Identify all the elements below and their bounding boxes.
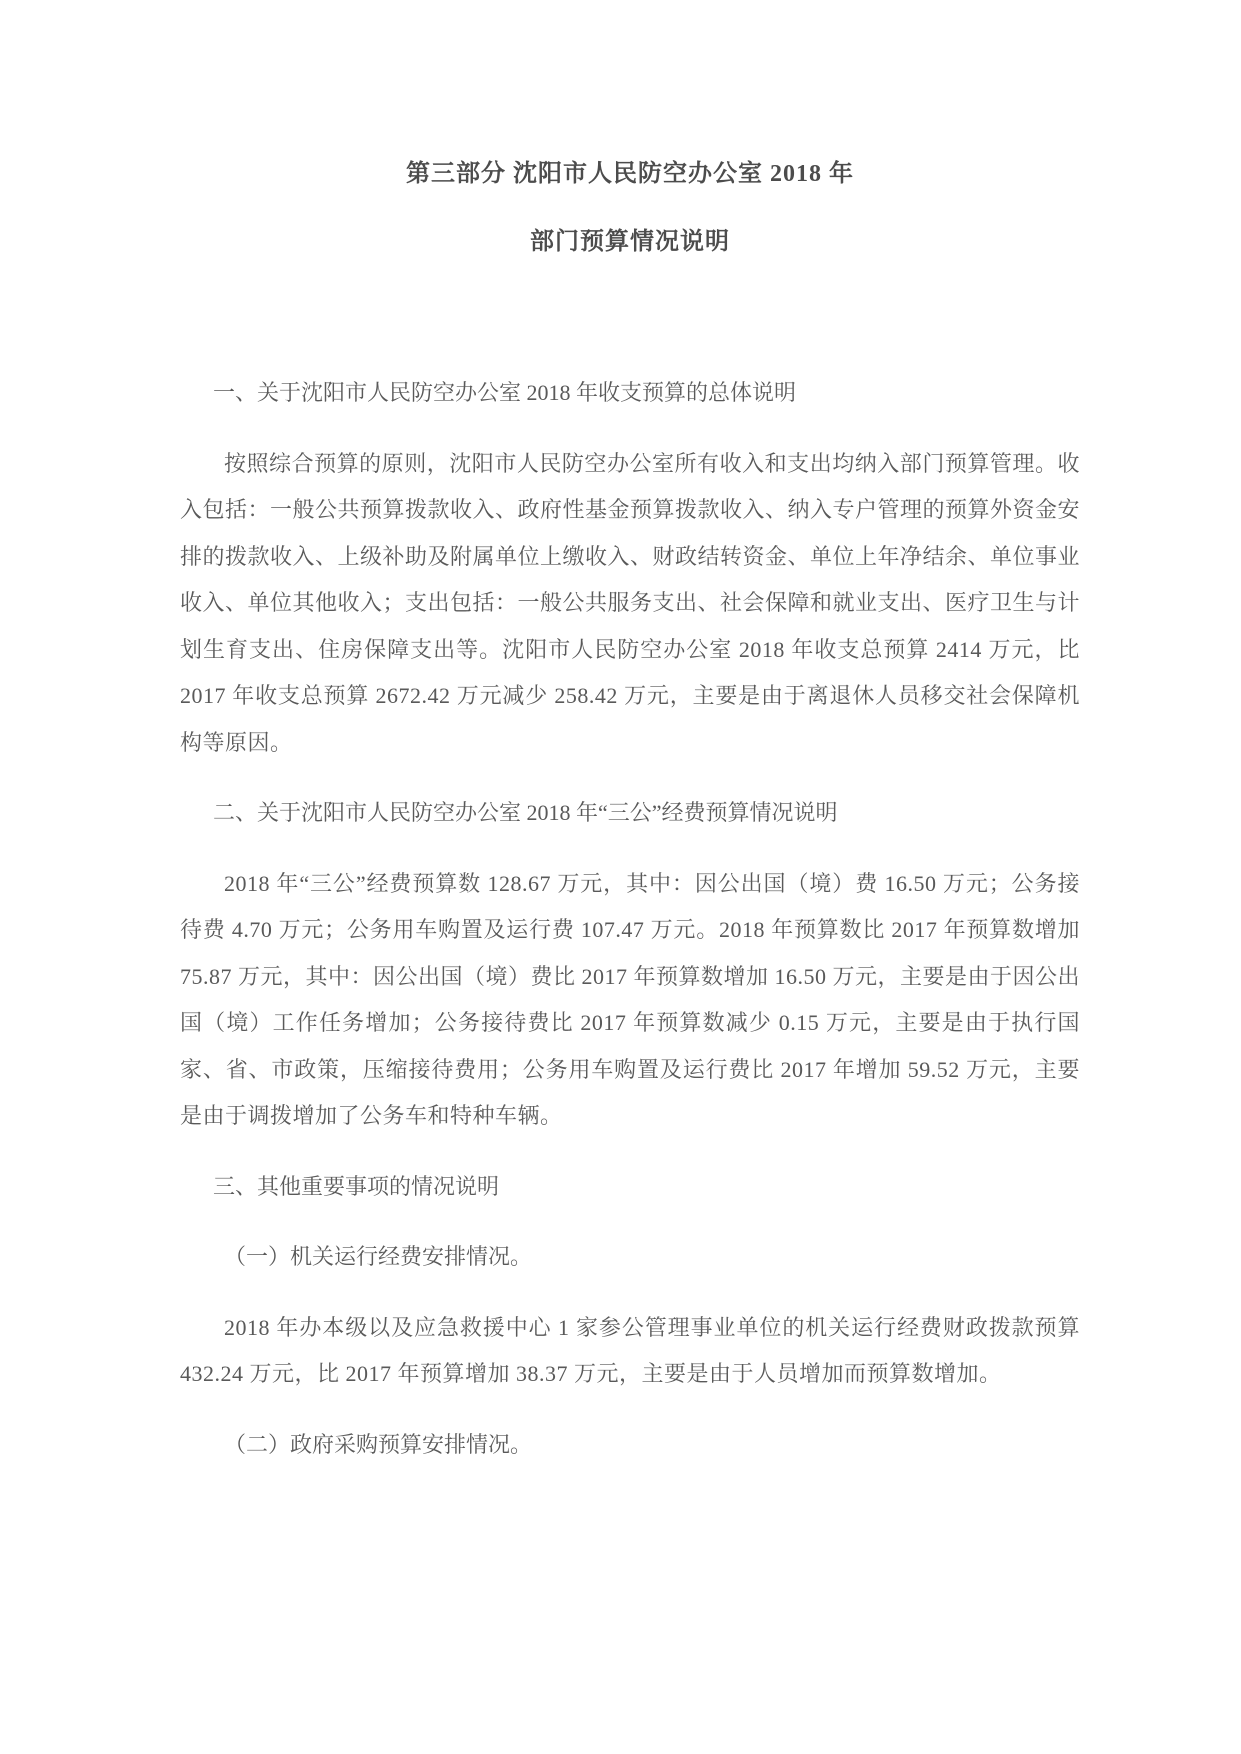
document-content xyxy=(180,0,1080,1468)
section2-heading: 二、关于沈阳市人民防空办公室 2018 年“三公”经费预算情况说明 xyxy=(213,800,838,825)
section3-subheading-2: （二）政府采购预算安排情况。 xyxy=(224,1431,533,1457)
section-overall-budget xyxy=(180,370,1080,766)
section3-heading: 三、其他重要事项的情况说明 xyxy=(213,1173,500,1199)
section1-heading: 一、关于沈阳市人民防空办公室 2018 年收支预算的总体说明 xyxy=(213,380,797,405)
section1-paragraph: 按照综合预算的原则，沈阳市人民防空办公室所有收入和支出均纳入部门预算管理。收入包括：一般公共预算拨款收入、政府性基金预算拨款收入、纳入专户管理的预算外资金安排的拨款收入、上级补助及附属单位上缴收入、财政结转资金、单位上年净结余、单位事业收入、单位其他收入；支出包括：一般公共服务支出、社会保障和就业支出、医疗卫生与计划生育支出、住房保障支出等。沈阳市人民防空办公室 2018 年收支总预算 2414 万元，比 2017 年收支总预算 2672.42 万元减少 258.42 万元，主要是由于离退休人员移交社会保障机构等原因。 xyxy=(180,450,1081,755)
section3-subheading-1: （一）机关运行经费安排情况。 xyxy=(224,1244,533,1269)
section-three-public-expenses xyxy=(180,790,1080,1140)
section-other-important-matters xyxy=(180,1164,1080,1469)
document-title xyxy=(180,140,1080,276)
document-title-line2: 部门预算情况说明 xyxy=(530,229,730,255)
document-title-line1: 第三部分 沈阳市人民防空办公室 2018 年 xyxy=(406,161,854,187)
section3-paragraph-1: 2018 年办本级以及应急救援中心 1 家参公管理事业单位的机关运行经费财政拨款预算 432.24 万元，比 2017 年预算增加 38.37 万元，主要是由于人员增加而预算数增加。 xyxy=(180,1314,1080,1386)
section2-paragraph: 2018 年“三公”经费预算数 128.67 万元，其中：因公出国（境）费 16.50 万元；公务接待费 4.70 万元；公务用车购置及运行费 107.47 万元。2018 年预算数比 2017 年预算数增加 75.87 万元，其中：因公出国（境）费比 2017 年预算数增加 16.50 万元，主要是由于因公出国（境）工作任务增加；公务接待费比 2017 年预算数减少 0.15 万元，主要是由于执行国家、省、市政策，压缩接待费用；公务用车购置及运行费比 2017 年增加 59.52 万元，主要是由于调拨增加了公务车和特种车辆。 xyxy=(180,870,1081,1128)
